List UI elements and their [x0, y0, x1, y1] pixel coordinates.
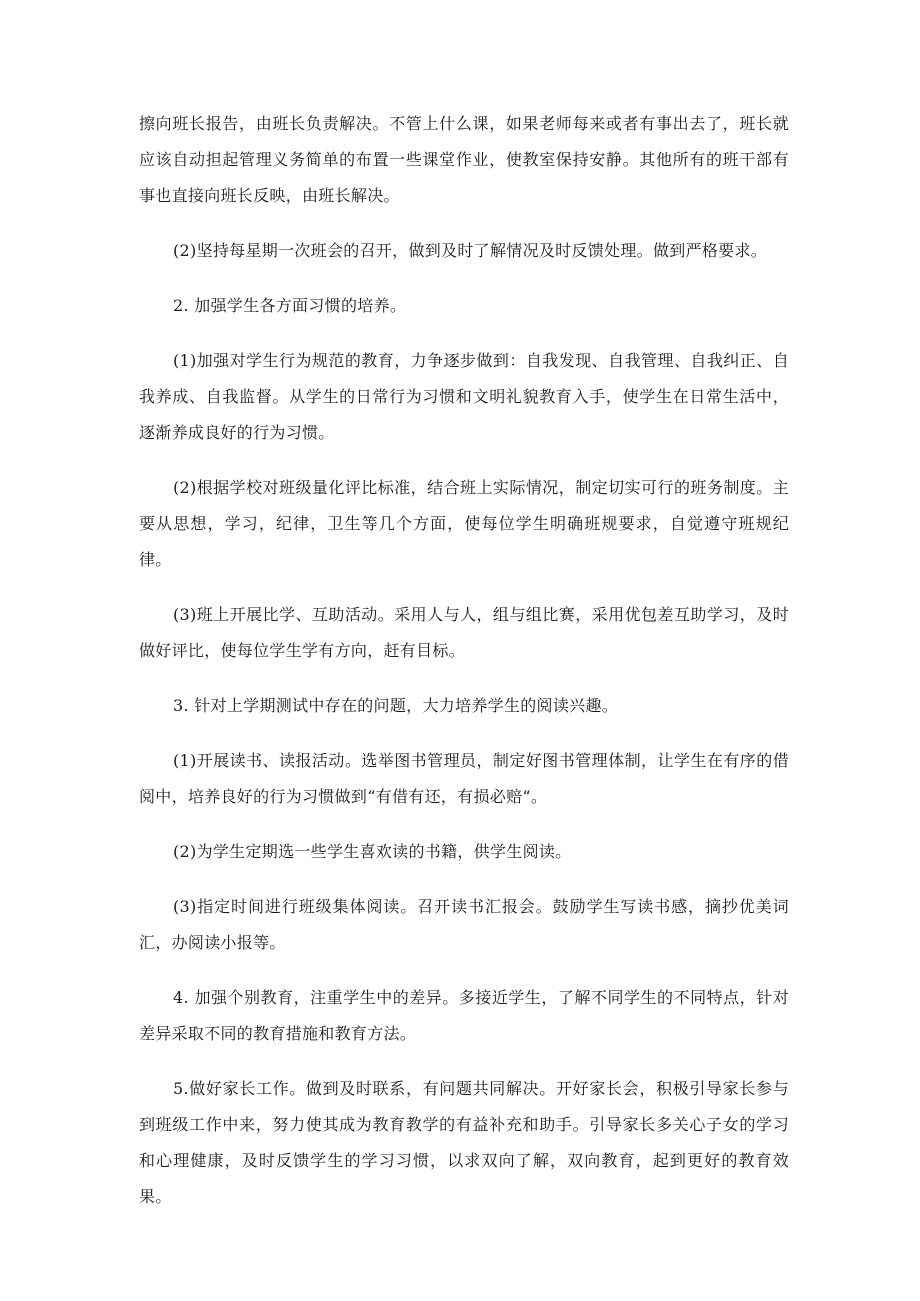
- paragraph-continuation: 擦向班长报告，由班长负责解决。不管上什么课，如果老师每来或者有事出去了，班长就应该自动担起管理义务简单的布置一些课堂作业，使教室保持安静。其他所有的班干部有事也直接向班长反映，由班长解决。: [139, 114, 789, 205]
- paragraph-item-2-1: (1)加强对学生行为规范的教育，力争逐步做到：自我发现、自我管理、自我纠正、自我养成、自我监督。从学生的日常行为习惯和文明礼貌教育入手，使学生在日常生活中，逐渐养成良好的行为习惯。: [139, 351, 789, 442]
- paragraph-item-3-2: (2)为学生定期选一些学生喜欢读的书籍，供学生阅读。: [173, 842, 572, 861]
- paragraph-heading-3: 3. 针对上学期测试中存在的问题，大力培养学生的阅读兴趣。: [173, 696, 619, 715]
- paragraph-item-2-2b: (2)根据学校对班级量化评比标准，结合班上实际情况，制定切实可行的班务制度。主要从思想，学习，纪律，卫生等几个方面，使每位学生明确班规要求，自觉遵守班规纪律。: [139, 478, 789, 569]
- paragraph-item-3-3: (3)指定时间进行班级集体阅读。召开读书汇报会。鼓励学生写读书感，摘抄优美词汇，办阅读小报等。: [139, 897, 789, 952]
- paragraph-heading-4: 4. 加强个别教育，注重学生中的差异。多接近学生，了解不同学生的不同特点，针对差异采取不同的教育措施和教育方法。: [139, 988, 789, 1043]
- paragraph-item-3-1: (1)开展读书、读报活动。选举图书管理员，制定好图书管理体制，让学生在有序的借阅中，培养良好的行为习惯做到“有借有还，有损必赔“。: [139, 751, 789, 806]
- paragraph-heading-5: 5.做好家长工作。做到及时联系，有问题共同解决。开好家长会，积极引导家长参与到班级工作中来，努力使其成为教育教学的有益补充和助手。引导家长多关心子女的学习和心理健康，及时反馈学生的学习习惯，以求双向了解，双向教育，起到更好的教育效果。: [139, 1079, 789, 1206]
- paragraph-heading-2: 2. 加强学生各方面习惯的培养。: [173, 296, 407, 315]
- document-page: [139, 106, 789, 1234]
- paragraph-item-2-3: (3)班上开展比学、互助活动。采用人与人，组与组比赛，采用优包差互助学习，及时做好评比，使每位学生学有方向，赶有目标。: [139, 605, 789, 660]
- paragraph-item-2-2: (2)坚持每星期一次班会的召开，做到及时了解情况及时反馈处理。做到严格要求。: [173, 241, 768, 260]
